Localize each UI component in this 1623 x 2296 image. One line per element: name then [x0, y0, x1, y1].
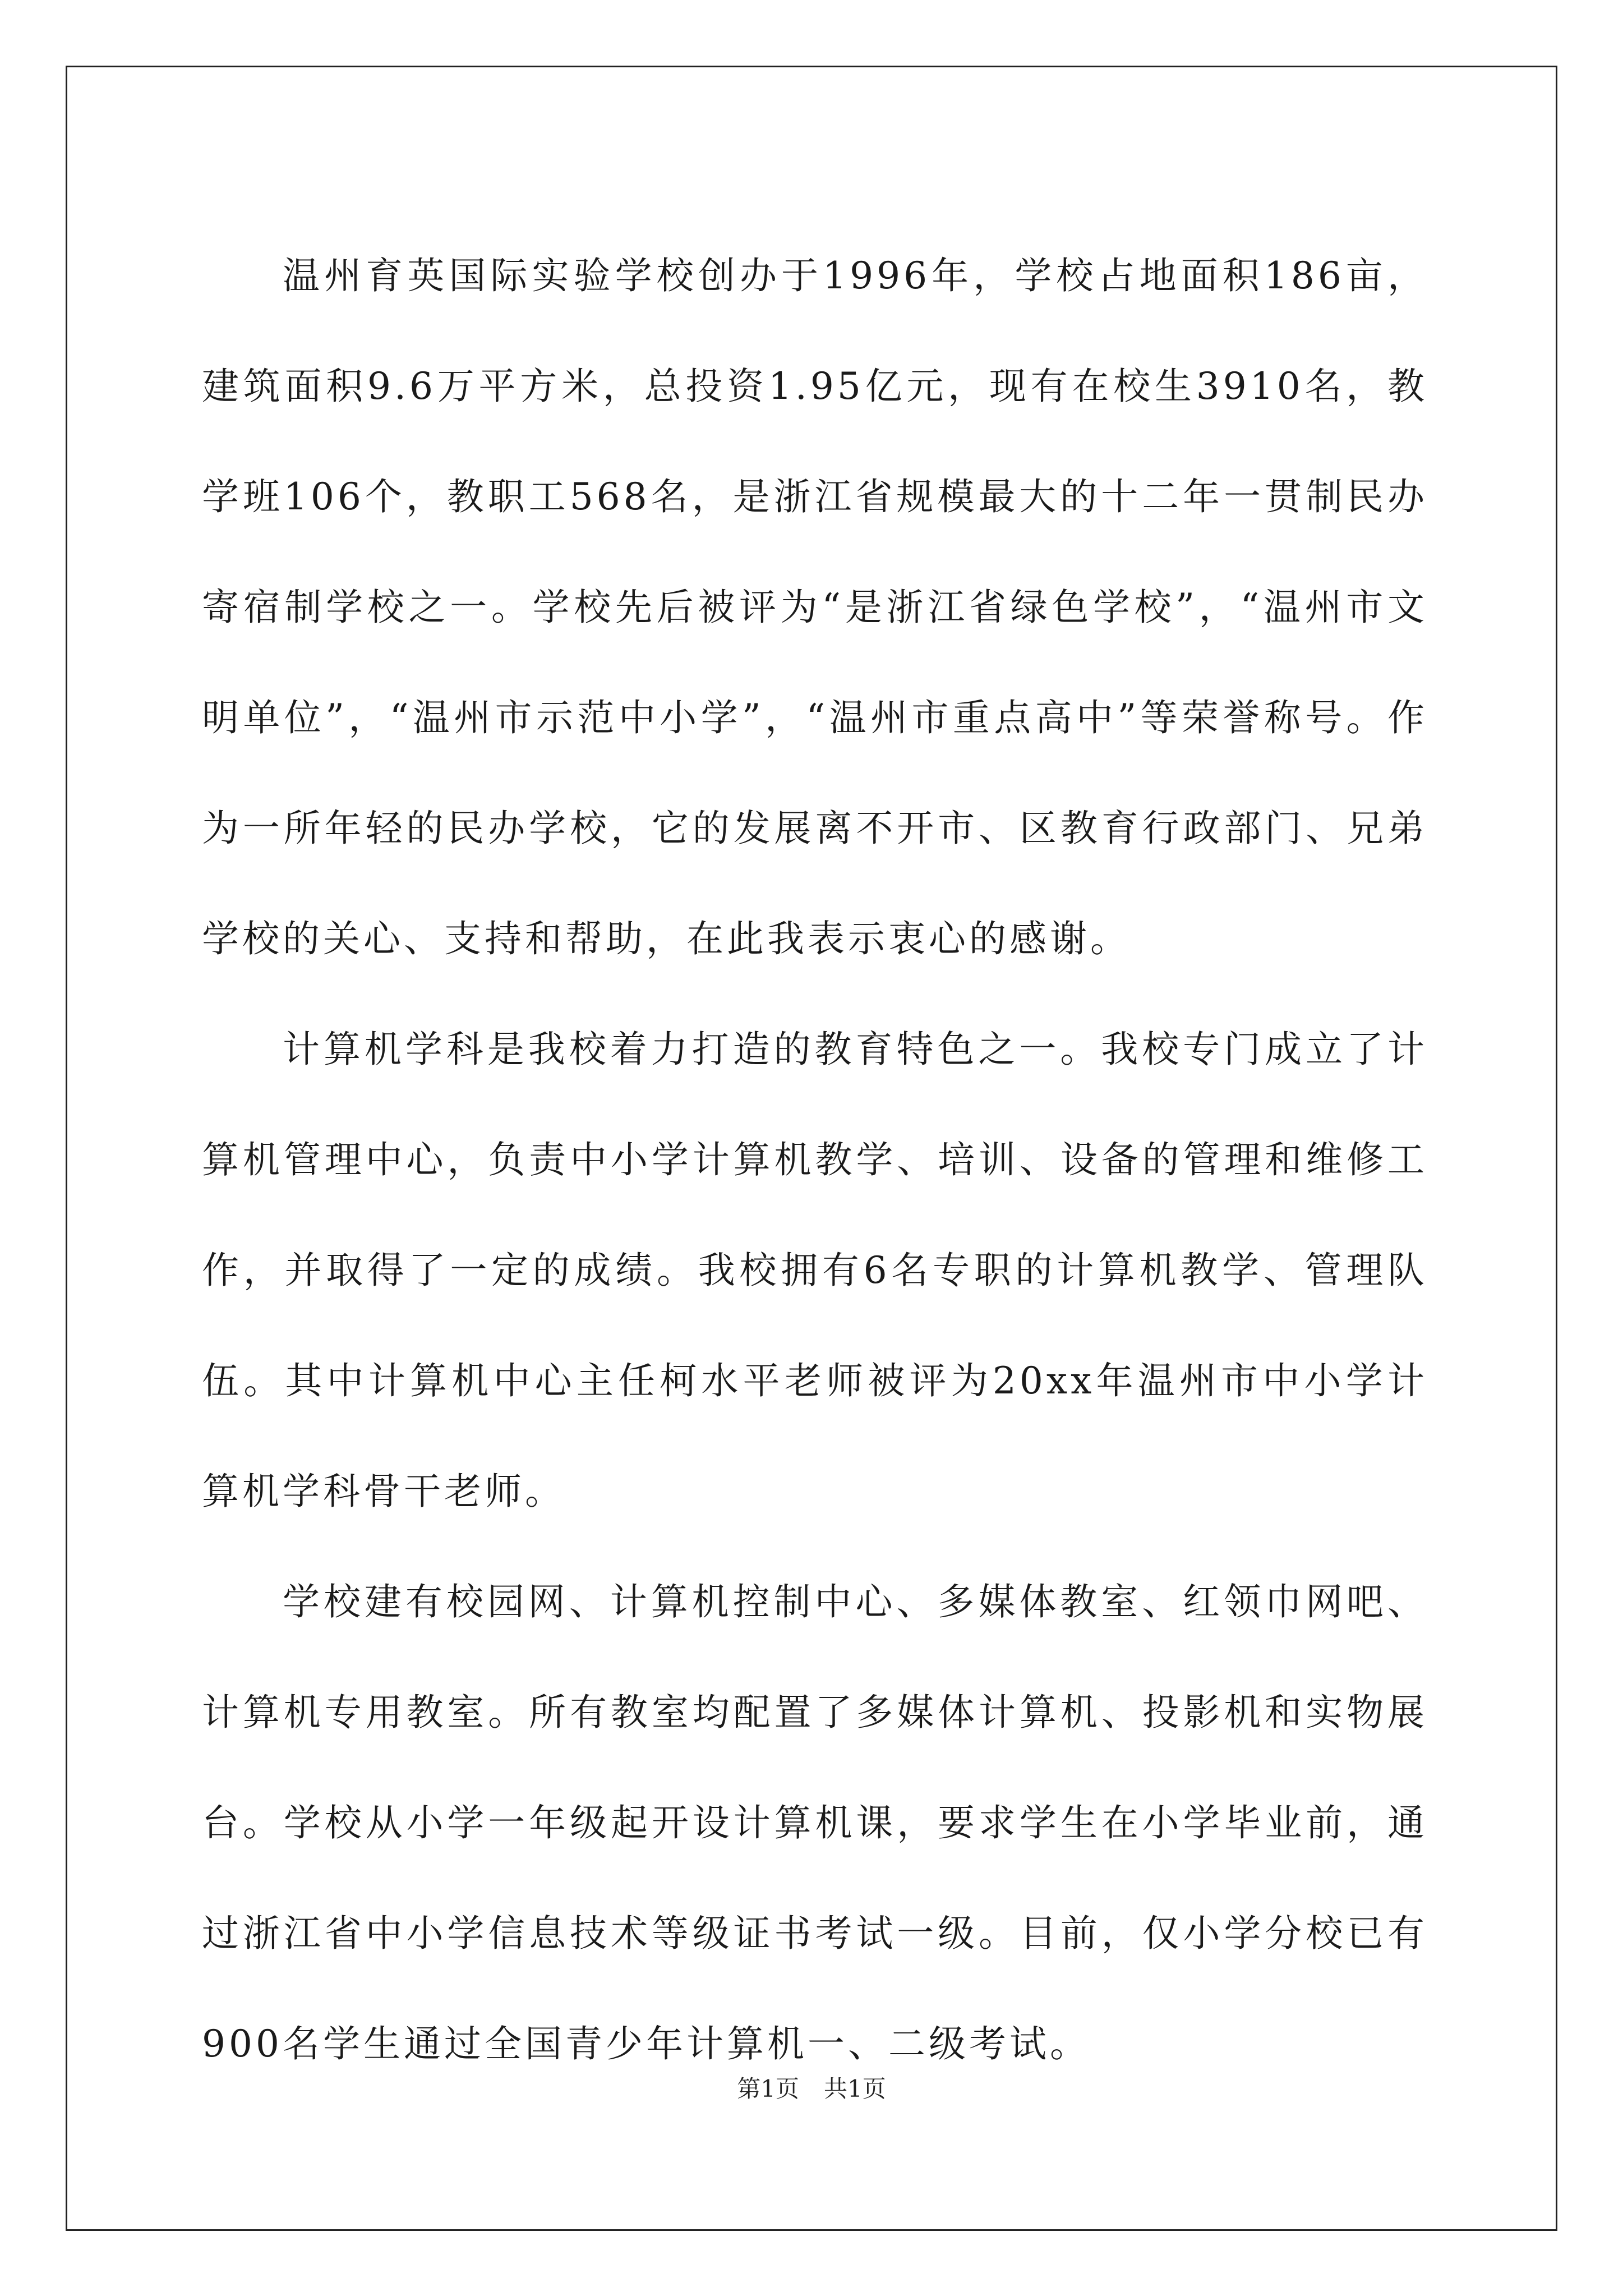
- document-body: [202, 220, 1428, 2099]
- page-total: 共1页: [824, 2075, 886, 2102]
- paragraph-computer-subject: 计算机学科是我校着力打造的教育特色之一。我校专门成立了计算机管理中心，负责中小学计算机教学、培训、设备的管理和维修工作，并取得了一定的成绩。我校拥有6名专职的计算机教学、管理队伍。其中计算机中心主任柯水平老师被评为20xx年温州市中小学计算机学科骨干老师。: [202, 1028, 1428, 1513]
- page-number: 第1页: [737, 2075, 799, 2102]
- page-footer: [0, 2070, 1623, 2104]
- paragraph-facilities: 学校建有校园网、计算机控制中心、多媒体教室、红领巾网吧、计算机专用教室。所有教室均配置了多媒体计算机、投影机和实物展台。学校从小学一年级起开设计算机课，要求学生在小学毕业前，通过浙江省中小学信息技术等级证书考试一级。目前，仅小学分校已有900名学生通过全国青少年计算机一、二级考试。: [202, 1580, 1428, 2065]
- paragraph-school-intro: 温州育英国际实验学校创办于1996年，学校占地面积186亩，建筑面积9.6万平方米，总投资1.95亿元，现有在校生3910名，教学班106个，教职工568名，是浙江省规模最大的十二年一贯制民办寄宿制学校之一。学校先后被评为“是浙江省绿色学校”，“温州市文明单位”，“温州市示范中小学”，“温州市重点高中”等荣誉称号。作为一所年轻的民办学校，它的发展离不开市、区教育行政部门、兄弟学校的关心、支持和帮助，在此我表示衷心的感谢。: [202, 254, 1428, 960]
